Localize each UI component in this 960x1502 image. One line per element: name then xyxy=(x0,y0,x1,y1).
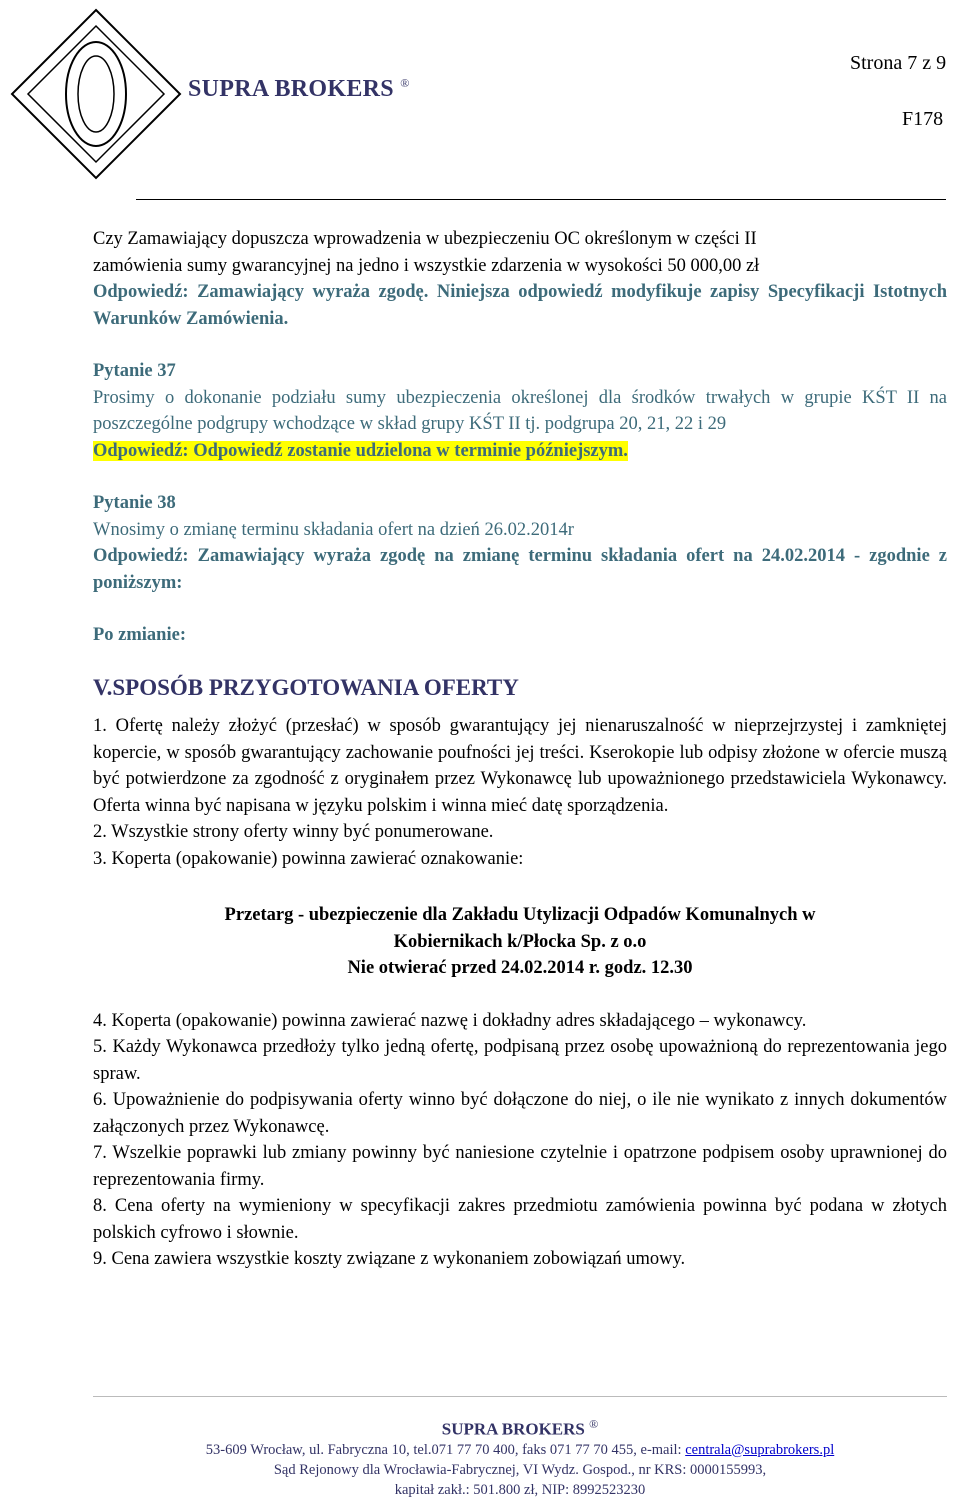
document-body xyxy=(93,226,947,1273)
envelope-label-line-3: Nie otwierać przed 24.02.2014 r. godz. 12.30 xyxy=(347,958,693,978)
document-code: F178 xyxy=(902,108,944,130)
registered-mark: ® xyxy=(400,76,410,90)
list-item-2: 2. Wszystkie strony oferty winny być ponumerowane. xyxy=(93,822,494,842)
footer-address xyxy=(93,1440,947,1460)
list-item-6: 6. Upoważnienie do podpisywania oferty winno być dołączone do niej, o ile nie wynikato z innych dokumentów załączonych przez Wykonawcę. xyxy=(93,1090,947,1137)
question-37-answer xyxy=(93,438,947,465)
footer-registered-mark: ® xyxy=(589,1417,599,1431)
question-38-body: Wnosimy o zmianę terminu składania ofert na dzień 26.02.2014r xyxy=(93,519,574,540)
footer-court: Sąd Rejonowy dla Wrocławia-Fabrycznej, VI Wydz. Gospod., nr KRS: 0000155993, xyxy=(273,1461,767,1478)
after-change-label: Po zmianie: xyxy=(93,625,186,645)
footer-email-link[interactable]: centrala@suprabrokers.pl xyxy=(685,1441,835,1458)
header-divider xyxy=(136,199,946,200)
envelope-label-line-2: Kobiernikach k/Płocka Sp. z o.o xyxy=(393,931,647,952)
footer-address-text: 53-609 Wrocław, ul. Fabryczna 10, tel.071 77 70 400, faks 071 77 70 455, e-mail: xyxy=(205,1441,686,1458)
list-item-8: 8. Cena oferty na wymieniony w specyfikacji zakres przedmiotu zamówienia powinna być podana w złotych polskich cyfrowo i słownie. xyxy=(93,1196,947,1243)
intro-line-1: Czy Zamawiający dopuszcza wprowadzenia w ubezpieczeniu OC określonym w części II xyxy=(93,229,757,249)
question-37-body: Prosimy o dokonanie podziału sumy ubezpieczenia określonej dla środków trwałych w grupie KŚT II na poszczególne podgrupy wchodzące w skład grupy KŚT II tj. podgrupa 20, 21, 22 i 29 xyxy=(93,387,947,434)
company-logo xyxy=(8,6,184,182)
brand-name xyxy=(188,76,410,103)
list-item-9: 9. Cena zawiera wszystkie koszty związane z wykonaniem zobowiązań umowy. xyxy=(93,1249,686,1269)
list-item-3: 3. Koperta (opakowanie) powinna zawierać oznakowanie: xyxy=(93,848,524,869)
question-38-answer: Odpowiedź: Zamawiający wyraża zgodę na zmianę terminu składania ofert na 24.02.2014 - zgodnie z poniższym: xyxy=(93,546,947,593)
question-37-title: Pytanie 37 xyxy=(93,361,176,381)
footer-capital: kapitał zakł.: 501.800 zł, NIP: 8992523230 xyxy=(394,1481,646,1498)
footer-brand xyxy=(93,1414,947,1440)
envelope-label-line-1: Przetarg - ubezpieczenie dla Zakładu Utylizacji Odpadów Komunalnych w xyxy=(224,905,816,925)
brand-text: SUPRA BROKERS xyxy=(188,76,394,102)
question-37-answer-text: Odpowiedź: Odpowiedź zostanie udzielona w terminie późniejszym. xyxy=(93,440,628,461)
list-item-4: 4. Koperta (opakowanie) powinna zawierać nazwę i dokładny adres składającego – wykonawcy. xyxy=(93,1010,807,1031)
intro-answer: Odpowiedź: Zamawiający wyraża zgodę. Niniejsza odpowiedź modyfikuje zapisy Specyfikacji Istotnych Warunków Zamówienia. xyxy=(93,282,947,329)
list-item-1: 1. Ofertę należy złożyć (przesłać) w sposób gwarantujący jej nienaruszalność w nieprzejrzystej i zamkniętej kopercie, w sposób gwarantujący zachowanie poufności jej treści. Kserokopie lub odpisy złożone w ofercie muszą być potwierdzone za zgodność z oryginałem przez Wykonawcę lub upoważnionego przedstawiciela Wykonawcy. Oferta winna być napisana w języku polskim i winna mieć datę sporządzenia. xyxy=(93,716,947,816)
intro-line-2: zamówienia sumy gwarancyjnej na jedno i wszystkie zdarzenia w wysokości 50 000,00 zł xyxy=(93,255,760,276)
list-item-7: 7. Wszelkie poprawki lub zmiany powinny być naniesione czytelnie i opatrzone podpisem osoby uprawnionej do reprezentowania firmy. xyxy=(93,1143,947,1190)
list-item-5: 5. Każdy Wykonawca przedłoży tylko jedną ofertę, podpisaną przez osobę upoważnioną do reprezentowania jego spraw. xyxy=(93,1037,947,1084)
question-38-title: Pytanie 38 xyxy=(93,493,176,513)
footer xyxy=(93,1414,947,1500)
footer-divider xyxy=(93,1396,947,1397)
page-number: Strona 7 z 9 xyxy=(850,52,947,74)
footer-brand-text: SUPRA BROKERS xyxy=(441,1419,585,1439)
section-heading: V.SPOSÓB PRZYGOTOWANIA OFERTY xyxy=(93,674,519,700)
